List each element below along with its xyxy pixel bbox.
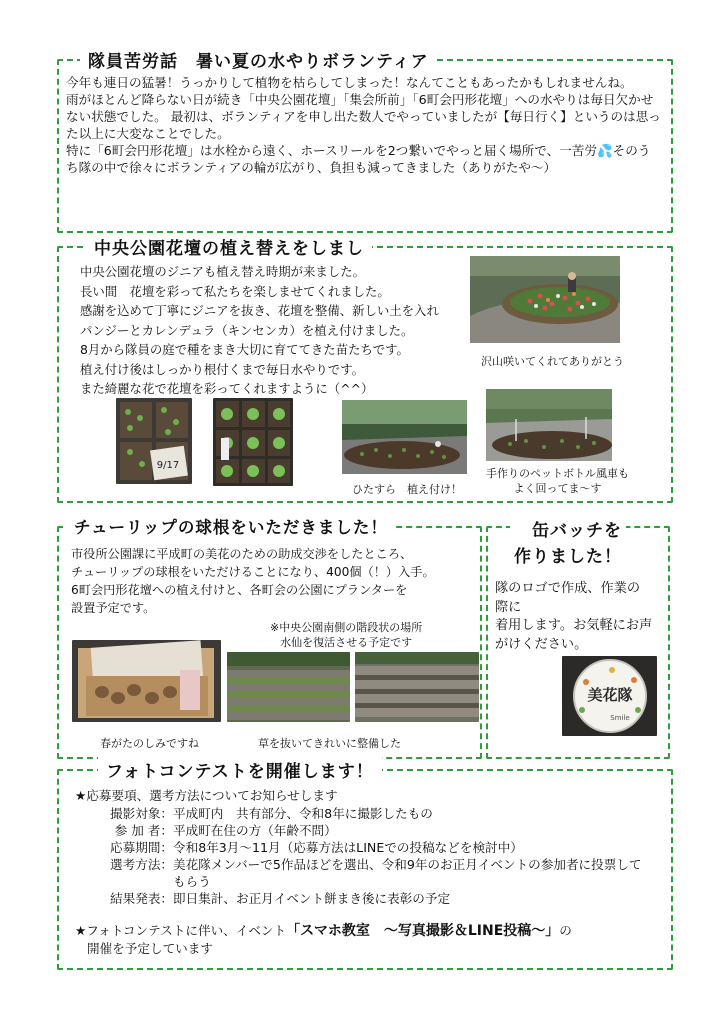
section-volunteer-title: 隊員苦労話 暑い夏の水やりボランティア bbox=[80, 47, 437, 72]
tin-badge-photo bbox=[562, 656, 657, 736]
detail-label: 選考方法： bbox=[110, 857, 173, 872]
event-name: 「スマホ教室 ～写真撮影＆LINE投稿～」 bbox=[286, 923, 560, 939]
footer-text: 開催を予定しています bbox=[87, 941, 213, 956]
steps-note: ※中央公園南側の階段状の場所 水仙を復活させる予定です bbox=[270, 621, 423, 649]
detail-value: 美花隊メンバーで5作品ほどを選出、令和9年のお正月イベントの参加者に投票してもらう bbox=[173, 857, 642, 889]
detail-value: 令和8年3月～11月（応募方法はLINEでの投稿などを検討中） bbox=[173, 840, 523, 855]
text-line: 市役所公園課に平成町の美花のための助成交渉をしたところ、 bbox=[71, 547, 413, 561]
steps-photo bbox=[227, 652, 350, 722]
paragraph: 雨がほとんど降らない日が続き「中央公園花壇」「集会所前」「6町会円形花壇」への水やりは毎日欠かせない状態でした。 最初は、ボランティアを申し出た数人でやっていましたが【毎日行く】というのは思った以上に大変なことでした。 bbox=[66, 92, 661, 141]
text-line: 設置予定です。 bbox=[71, 601, 156, 615]
flowerbed-photo bbox=[470, 256, 620, 343]
detail-label: 結果発表： bbox=[110, 891, 173, 906]
section-photocontest-title: フォトコンテストを開催します！ bbox=[98, 757, 382, 782]
section-replanting-text bbox=[80, 262, 476, 399]
section-tulip-title: チューリップの球根をいただきました！ bbox=[66, 514, 396, 538]
steps-photo bbox=[355, 652, 479, 722]
section-volunteer-text bbox=[66, 74, 662, 176]
planting-caption: ひたすら 植え付け！ bbox=[352, 483, 462, 496]
planting-photo bbox=[342, 400, 467, 474]
detail-value: 平成町内 共有部分、令和8年に撮影したもの bbox=[173, 806, 433, 821]
pinwheel-photo bbox=[486, 389, 612, 461]
detail-row bbox=[75, 805, 655, 822]
detail-value: 即日集計、お正月イベント餅まき後に表彰の予定 bbox=[173, 891, 451, 906]
steps-caption: 草を抜いてきれいに整備した bbox=[258, 737, 401, 750]
detail-label: 参 加 者： bbox=[114, 823, 173, 838]
detail-value: 平成町在住の方（年齢不問） bbox=[173, 823, 337, 838]
text-line: 感謝を込めて丁寧にジニアを抜き、花壇を整備、新しい土を入れ bbox=[80, 303, 439, 318]
seedling-tray-photo bbox=[116, 398, 192, 484]
seedling-tray-photo bbox=[213, 398, 293, 486]
text-line: 6町会円形花壇への植え付けと、各町会の公園にプランターを bbox=[71, 583, 408, 597]
section-replanting-title: 中央公園花壇の植え替えをしまし bbox=[86, 234, 372, 259]
text-line: 8月から隊員の庭で種をまき大切に育ててきた苗たちです。 bbox=[80, 342, 409, 357]
badge-logo-text: 美花隊 bbox=[587, 686, 633, 704]
paragraph: 今年も連日の猛暑！うっかりして植物を枯らしてしまった！なんてこともあったかもしれませんね。 bbox=[66, 75, 633, 90]
badge-sub-text: Smile bbox=[610, 714, 630, 722]
pinwheel-caption: 手作りのペットボトル風車も よく回ってま～す bbox=[486, 467, 629, 495]
flowerbed-caption: 沢山咲いてくれてありがとう bbox=[481, 355, 624, 368]
text-line: 植え付け後はしっかり根付くまで毎日水やりです。 bbox=[80, 361, 364, 377]
detail-label: 応募期間： bbox=[110, 840, 173, 855]
text-line: 長い間 花壇を彩って私たちを楽しませてくれました。 bbox=[80, 283, 390, 299]
footer-text: の bbox=[559, 923, 572, 938]
photocontest-details bbox=[75, 805, 655, 907]
bulbs-photo bbox=[72, 640, 221, 722]
photocontest-footer bbox=[75, 922, 660, 958]
detail-label: 撮影対象： bbox=[110, 806, 173, 821]
section-tulip-text bbox=[71, 545, 475, 617]
section-badge-title: 缶バッチを 作りました！ bbox=[510, 518, 626, 570]
detail-row bbox=[75, 822, 655, 839]
section-badge-text: 隊のロゴで作成、作業の際に 着用します。お気軽にお声がけください。 bbox=[495, 581, 653, 652]
text-line: 中央公園花壇のジニアも植え替え時期が来ました。 bbox=[80, 264, 365, 279]
tray-label: 9/17 bbox=[156, 460, 180, 471]
text-line: パンジーとカレンデュラ（キンセンカ）を植え付けました。 bbox=[80, 322, 414, 338]
photocontest-intro: ★応募要項、選考方法についてお知らせします bbox=[75, 788, 338, 803]
text-line: チューリップの球根をいただけることになり、400個（！）入手。 bbox=[71, 565, 435, 579]
bulbs-caption: 春がたのしみですね bbox=[100, 737, 199, 750]
text-line: また綺麗な花で花壇を彩ってくれますように（^^） bbox=[80, 381, 374, 396]
detail-row bbox=[75, 839, 655, 856]
footer-text: ★フォトコンテストに伴い、イベント bbox=[75, 923, 287, 938]
paragraph: 特に「6町会円形花壇」は水栓から遠く、ホースリールを2つ繋いでやっと届く場所で、一苦労💦そのうち隊の中で徐々にボランティアの輪が広がり、負担も減ってきました（ありがたや～） bbox=[66, 143, 651, 175]
detail-row bbox=[75, 890, 655, 907]
detail-row bbox=[75, 856, 655, 890]
